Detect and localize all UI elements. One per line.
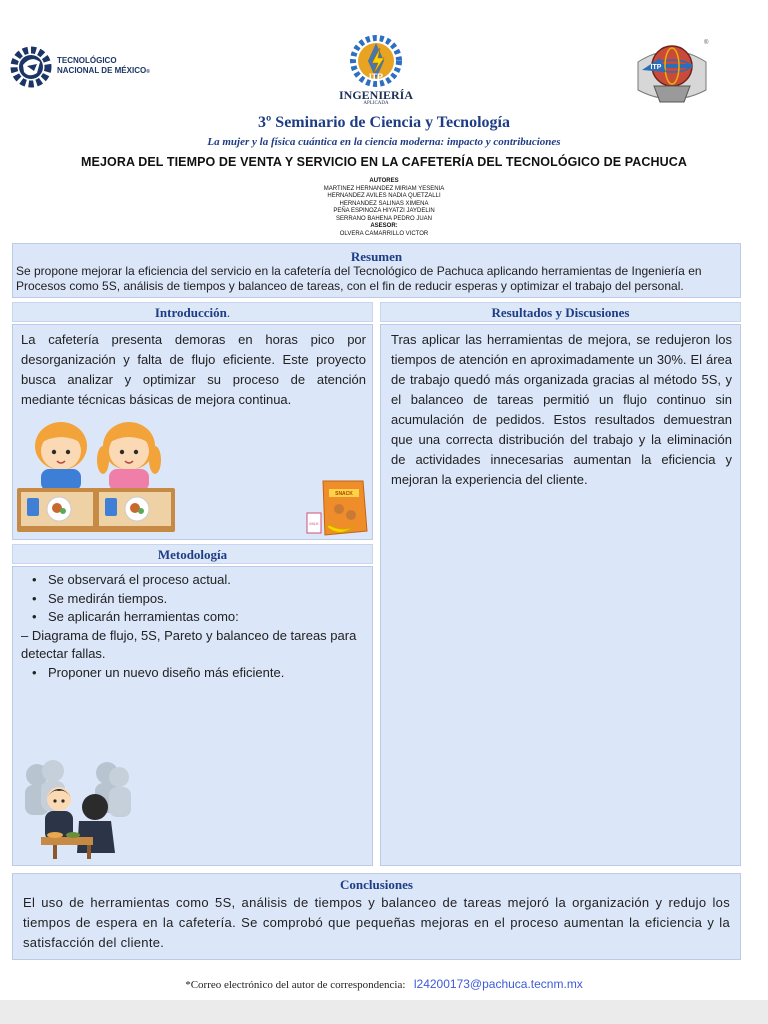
conclusiones-text: El uso de herramientas como 5S, análisis de tiempos y balanceo de tareas mejoró la organización y redujo los tiempos de espera en la cafetería. Se comprobó que pequeñas mejoras en el proceso aumentan la eficiencia y la satisfacción del cliente. xyxy=(23,895,730,950)
author-name: HERNANDEZ SALINAS XIMENA xyxy=(339,200,429,207)
resultados-text: Tras aplicar las herramientas de mejora, se redujeron los tiempos de atención en aproximadamente un 30%. El área de trabajo quedó más organizada gracias al método 5S, y el balanceo de tareas permitió un flujo continuo sin acumulación de pedidos. Estos resultados demuestran que una correcta distribución del trabajo y la eliminación de actividades innecesarias aumentan la eficiencia y mejoran la experiencia del cliente. xyxy=(391,332,732,487)
resultados-section xyxy=(380,324,741,866)
introduccion-title-suffix: . xyxy=(226,305,231,320)
resumen-text: Se propone mejorar la eficiencia del servicio en la cafetería del Tecnológico de Pachuca aplicando herramientas de Ingeniería en Procesos como 5S, análisis de tiempos y balanceo de tareas, con el fin de reducir esperas y optimizar el trabajo del personal. xyxy=(16,264,702,293)
resultados-title: Resultados y Discusiones xyxy=(491,305,630,320)
list-item: • Proponer un nuevo diseño más eficiente. xyxy=(21,664,369,683)
kids-lunch-illustration xyxy=(17,416,197,538)
tecnm-gear-icon xyxy=(10,38,52,96)
metodologia-list xyxy=(21,571,369,682)
center-logo-word: INGENIERÍA xyxy=(338,88,413,102)
introduccion-title: Introducción xyxy=(154,305,227,320)
center-logo-sub: APLICADA xyxy=(363,101,389,106)
author-name: SERRANO BAHENA PEDRO JUAN xyxy=(335,215,433,222)
tecnm-name-line1: TECNOLÓGICO xyxy=(57,56,117,65)
authors-label: AUTORES xyxy=(369,178,399,184)
ingenieria-aplicada-logo xyxy=(336,34,416,110)
list-item: • Se aplicarán herramientas como: xyxy=(21,608,369,627)
itp-logo xyxy=(630,36,714,112)
footer-label: *Correo electrónico del autor de correspondencia: xyxy=(185,979,406,991)
authors-block xyxy=(0,178,768,238)
itp-emblem-icon xyxy=(630,36,714,112)
conclusiones-title: Conclusiones xyxy=(340,877,413,892)
list-item: • Se observará el proceso actual. xyxy=(21,571,369,590)
milk-label: MILK xyxy=(309,521,319,526)
footer-email[interactable]: l24200173@pachuca.tecnm.mx xyxy=(413,977,583,991)
metodologia-title: Metodología xyxy=(157,547,228,562)
gear-lightning-icon xyxy=(336,34,416,90)
author-name: MARTINEZ HERNANDEZ MIRIAM YESENIA xyxy=(323,185,445,192)
introduccion-text: La cafetería presenta demoras en horas pico por desorganización y falta de flujo eficiente. Este proyecto busca analizar y optimizar su proceso de atención mediante técnicas básicas de mejora continua. xyxy=(21,332,366,407)
queue-illustration xyxy=(15,757,133,867)
snack-bag-illustration xyxy=(305,475,371,539)
resumen-section xyxy=(12,243,741,298)
advisor-label: ASESOR: xyxy=(370,223,398,229)
resumen-title: Resumen xyxy=(350,249,403,264)
snack-label: SNACK xyxy=(335,491,353,497)
poster-title: MEJORA DEL TIEMPO DE VENTA Y SERVICIO EN LA CAFETERÍA DEL TECNOLÓGICO DE PACHUCA xyxy=(81,155,687,169)
author-name: PEÑA ESPINOZA HIYATZI JAYDELIN xyxy=(333,208,435,214)
footer xyxy=(0,975,768,993)
introduccion-section xyxy=(12,324,373,540)
conclusiones-section xyxy=(12,873,741,960)
list-item: • Se medirán tiempos. xyxy=(21,590,369,609)
center-logo-badge: ITP xyxy=(368,72,384,82)
tecnm-name-line2: NACIONAL DE MÉXICO xyxy=(57,66,147,75)
resultados-header xyxy=(380,302,741,322)
tecnm-logo: TECNOLÓGICO NACIONAL DE MÉXICO® xyxy=(10,38,160,98)
author-name: HERNANDEZ AVILES NADIA QUETZALLI xyxy=(327,193,441,199)
introduccion-header xyxy=(12,302,373,322)
event-subtitle: La mujer y la física cuántica en la ciencia moderna: impacto y contribuciones xyxy=(207,136,561,148)
right-logo-badge: ITP xyxy=(650,64,662,71)
event-title: 3º Seminario de Ciencia y Tecnología xyxy=(258,114,510,131)
metodologia-header xyxy=(12,544,373,564)
svg-text:®: ® xyxy=(704,40,709,46)
list-item-detail: – Diagrama de flujo, 5S, Pareto y balanceo de tareas para detectar fallas. xyxy=(21,627,357,661)
advisor-name: OLVERA CAMARRILLO VICTOR xyxy=(339,230,429,237)
metodologia-section xyxy=(12,566,373,866)
